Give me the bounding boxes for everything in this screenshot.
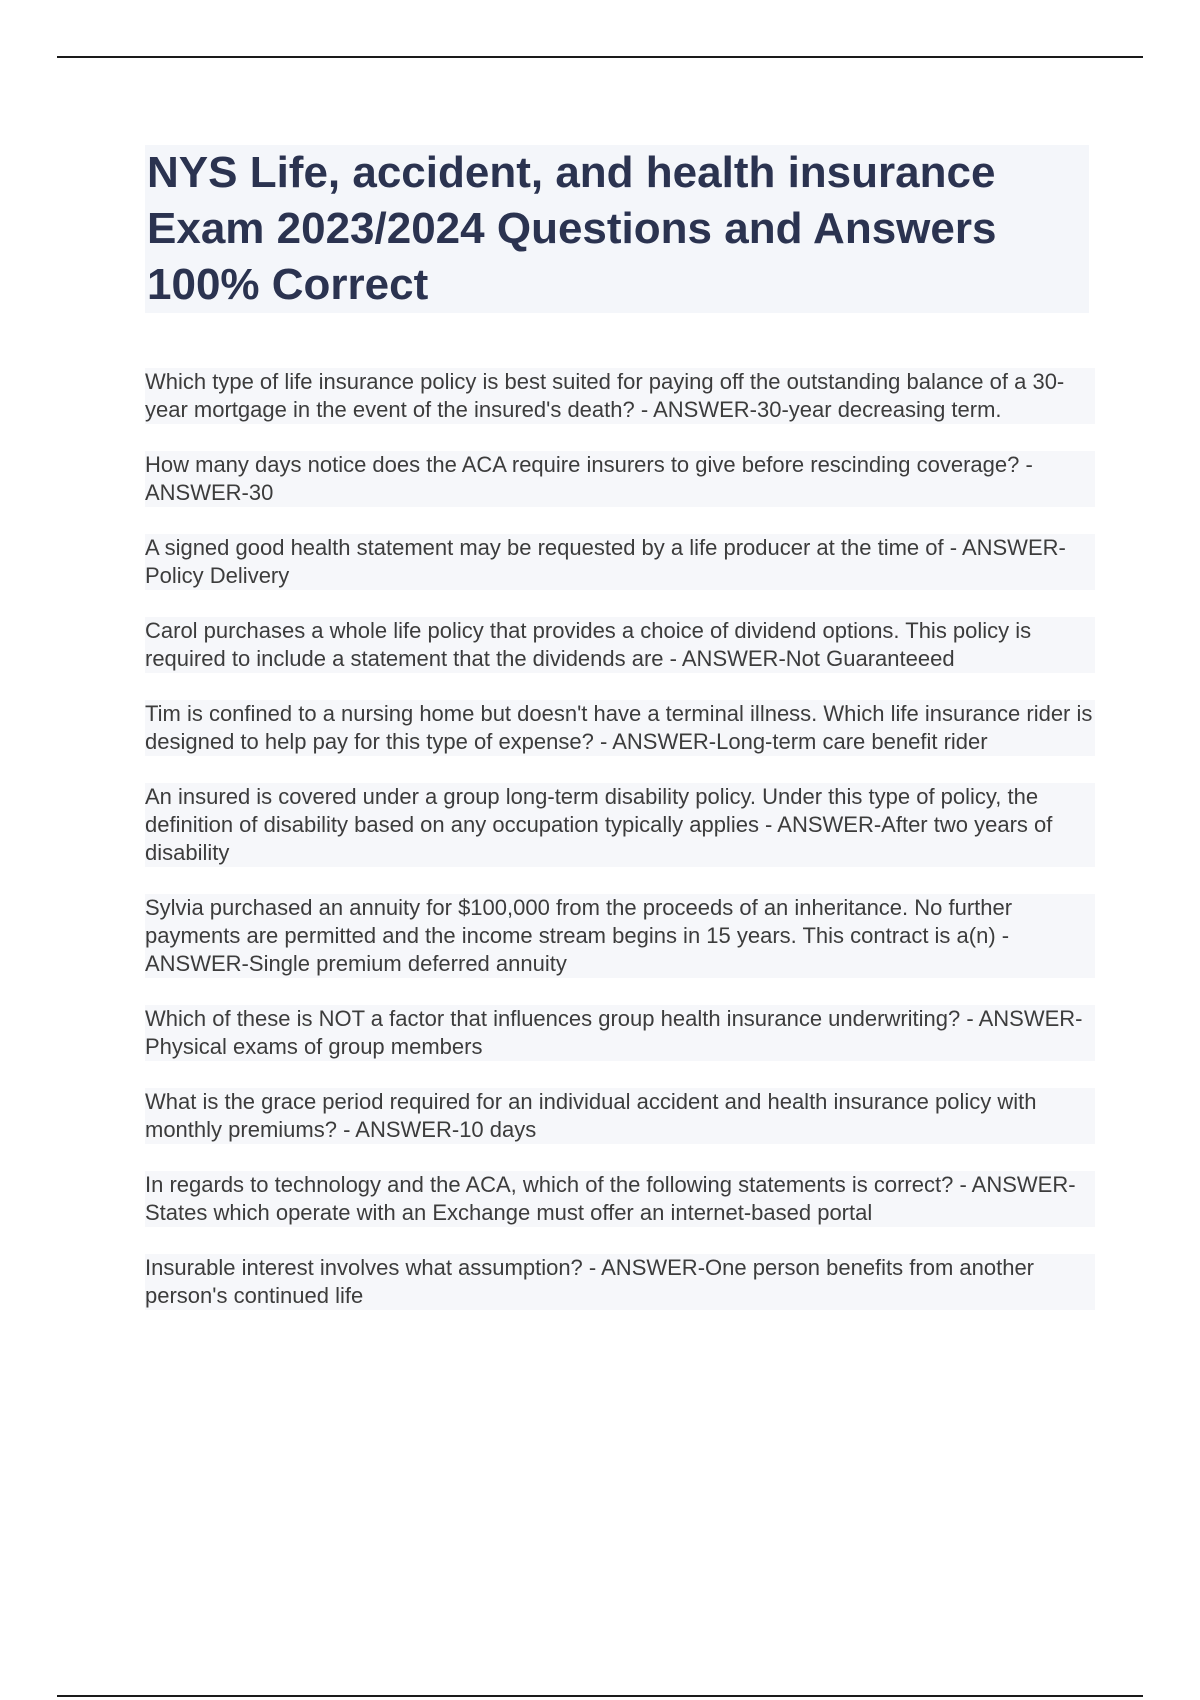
bottom-rule [57,1695,1143,1697]
answer-text: After two years of disability [145,812,1053,865]
answer-separator: - ANSWER- [145,452,1033,505]
qa-item [145,534,1095,590]
answer-separator: - ANSWER- [582,1255,706,1280]
qa-item [145,1254,1095,1310]
question-text: An insured is covered under a group long-term disability policy. Under this type of policy, the definition of disability based on any occupation typically applies [145,784,1039,837]
answer-text: Single premium deferred annuity [248,951,567,976]
answer-separator: - ANSWER- [960,1006,1083,1031]
answer-separator: - ANSWER- [145,923,1010,976]
answer-separator: - ANSWER- [953,1172,1076,1197]
qa-item [145,617,1095,673]
answer-text: 30-year decreasing term. [756,397,1002,422]
qa-item [145,700,1095,756]
qa-item [145,1088,1095,1144]
answer-text: One person benefits from another person's continued life [145,1255,1034,1308]
qa-list [145,368,1095,1337]
question-text: In regards to technology and the ACA, which of the following statements is correct? [145,1172,954,1197]
answer-separator: - ANSWER- [758,812,882,837]
question-text: Sylvia purchased an annuity for $100,000 from the proceeds of an inheritance. No further payments are permitted and the income stream begins in 15 years. This contract is a(n) [145,895,1013,948]
question-text: What is the grace period required for an individual accident and health insurance policy with monthly premiums? [145,1089,1037,1142]
qa-item [145,368,1095,424]
answer-text: 30 [248,480,274,505]
answer-separator: - ANSWER- [593,729,717,754]
question-text: Carol purchases a whole life policy that provides a choice of dividend options. This policy is required to include a statement that the dividends are [145,618,1032,671]
question-text: Insurable interest involves what assumption? [145,1255,583,1280]
qa-item [145,1005,1095,1061]
qa-item [145,451,1095,507]
question-text: How many days notice does the ACA require insurers to give before rescinding coverage? [145,452,1020,477]
page-title: NYS Life, accident, and health insurance Exam 2023/2024 Questions and Answers 100% Correct [147,148,997,309]
answer-text: States which operate with an Exchange must offer an internet-based portal [145,1200,873,1225]
qa-item [145,783,1095,867]
answer-text: Policy Delivery [145,563,290,588]
question-text: A signed good health statement may be requested by a life producer at the time of [145,535,944,560]
question-text: Which type of life insurance policy is best suited for paying off the outstanding balance of a 30-year mortgage in the event of the insured's death? [145,369,1065,422]
answer-separator: - ANSWER- [943,535,1066,560]
question-text: Which of these is NOT a factor that influences group health insurance underwriting? [145,1006,961,1031]
top-rule [57,56,1143,58]
qa-item [145,1171,1095,1227]
answer-separator: - ANSWER- [336,1117,460,1142]
answer-text: Long-term care benefit rider [716,729,988,754]
answer-text: 10 days [459,1117,537,1142]
answer-separator: - ANSWER- [634,397,757,422]
answer-text: Not Guaranteeed [785,646,955,671]
answer-separator: - ANSWER- [663,646,786,671]
answer-text: Physical exams of group members [145,1034,483,1059]
question-text: Tim is confined to a nursing home but doesn't have a terminal illness. Which life insurance rider is designed to help pay for this type of expense? [145,701,1093,754]
qa-item [145,894,1095,978]
title-block [145,145,1089,313]
